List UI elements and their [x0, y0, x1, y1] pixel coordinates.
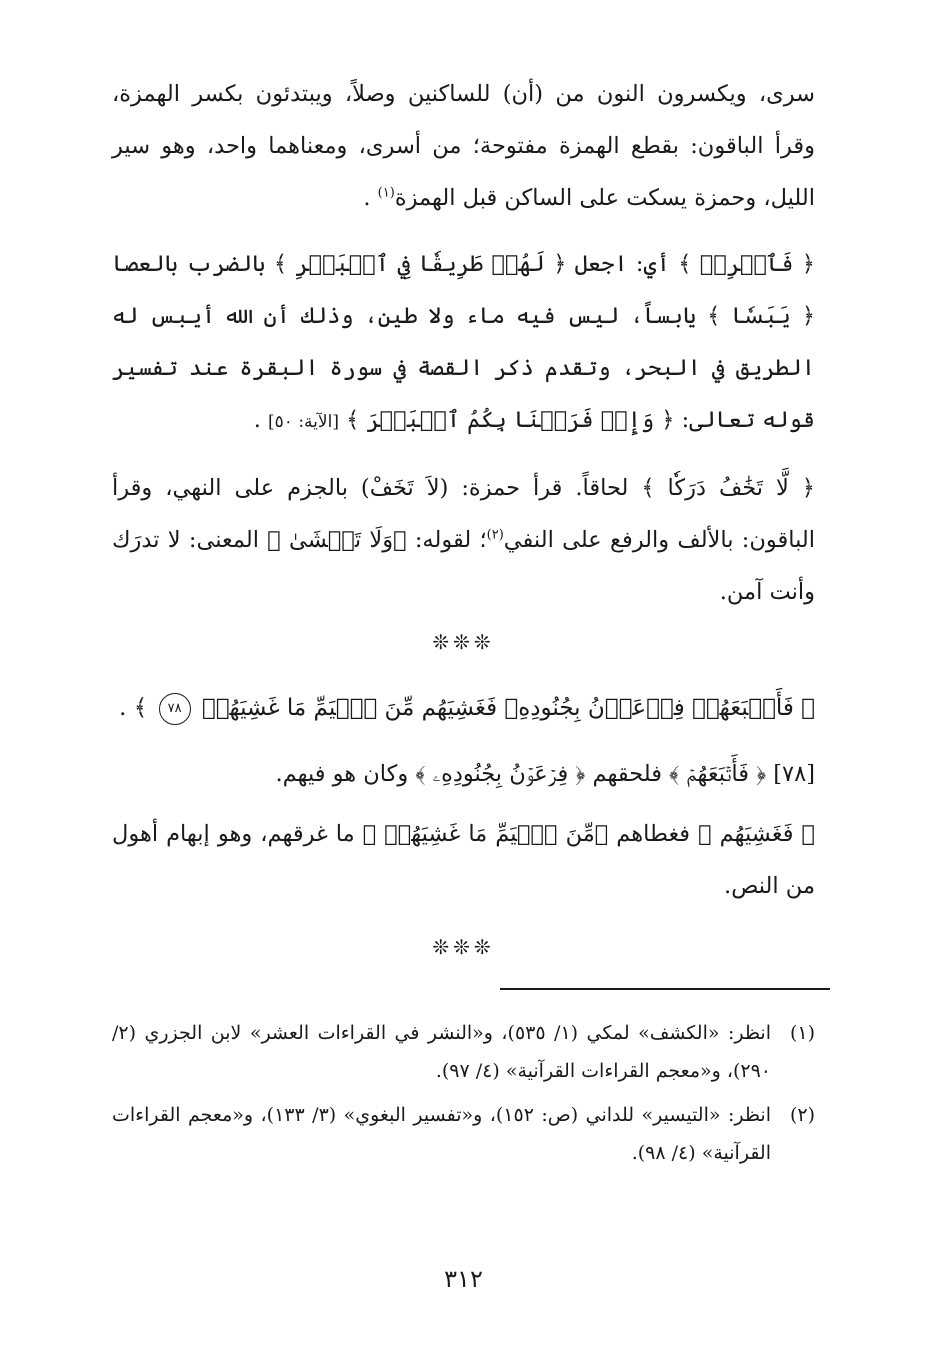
verse-text: ﴿ فَأَتۡبَعَهُمۡ فِرۡعَوۡنُ بِجُنُودِهِۦ فَغَشِيَهُم مِّنَ ٱلۡيَمِّ مَا غَشِيَهُمۡ: [201, 695, 815, 721]
footnote-2: [112, 1096, 815, 1172]
paragraph-3-text-b: ؛ لقوله: ﴿وَلَا تَخۡشَىٰ ﴾ المعنى: لا تدرَك وأنت آمن.: [112, 527, 815, 605]
section-separator-2: ❊❊❊: [432, 935, 495, 959]
footnote-ref-2: (٢): [486, 527, 504, 543]
main-text-bottom: [112, 748, 815, 912]
footnote-number: (١): [789, 1022, 815, 1044]
paragraph-2-end: .: [253, 407, 261, 433]
explanation-1: [٧٨] ﴿ فَأَتۡبَعَهُمۡ ﴾ فلحقهم ﴿ فِرۡعَوۡنُ بِجُنُودِهِۦ ﴾ وكان هو فيهم.: [275, 761, 815, 787]
paragraph-2-text: ﴿ فَٱضۡرِبۡ ﴾ أي: اجعل ﴿ لَهُمۡ طَرِيقٗا فِي ٱلۡبَحۡرِ ﴾ بالضرب بالعصا ﴿ يَبَسٗا ﴾ يابساً، ليس فيه ماء ولا طين، وذلك أن الله أيبس له الطريق في البحر، وتقدم ذكر القصة في سورة البقرة عند تفسير قوله تعالى: ﴿ وَإِذۡ فَرَقۡنَا بِكُمُ ٱلۡبَحۡرَ ﴾: [112, 251, 815, 433]
footnote-1: [112, 1014, 815, 1090]
paragraph-3-text-a: ﴿ لَّا تَخَٰفُ دَرَكٗا ﴾ لحاقاً. قرأ حمزة: (لاَ تَخَفْ) بالجزم على النهي، وقرأ الباقون: بالألف والرفع على النفي: [112, 475, 816, 553]
paragraph-1: [112, 68, 815, 224]
footnote-number: (٢): [789, 1104, 815, 1126]
ayah-number-marker: ٧٨: [159, 693, 191, 725]
paragraph-1-text: سرى، ويكسرون النون من (أن) للساكنين وصلاً، ويبتدئون بكسر الهمزة، وقرأ الباقون: بقطع الهمزة مفتوحة؛ من أسرى، ومعناهما واحد، وهو سير الليل، وحمزة يسكت على الساكن قبل الهمزة: [112, 81, 815, 211]
verse-reference: [الآية: ٥٠]: [268, 412, 339, 432]
paragraph-3: [112, 462, 815, 618]
footnote-text: انظر: «الكشف» لمكي (١/ ٥٣٥)، و«النشر في القراءات العشر» لابن الجزري (٢/ ٢٩٠)، و«معجم القراءات القرآنية» (٤/ ٩٧).: [112, 1022, 771, 1082]
footnote-ref-1: (١): [377, 185, 395, 201]
explanation-2: ﴿ فَغَشِيَهُم ﴾ فغطاهم ﴿مِّنَ ٱلۡيَمِّ مَا غَشِيَهُمۡ ﴾ ما غرقهم، وهو إبهام أهول من النص.: [112, 821, 815, 899]
main-text-top: [112, 68, 815, 618]
paragraph-1-end: .: [363, 185, 371, 211]
page-number: ٣١٢: [444, 1265, 483, 1293]
footnotes: [112, 1014, 815, 1172]
verse-closing: ﴾ .: [119, 695, 148, 721]
footnote-divider: [500, 988, 830, 990]
quran-verse: [112, 688, 815, 728]
footnote-text: انظر: «التيسير» للداني (ص: ١٥٢)، و«تفسير البغوي» (٣/ ١٣٣)، و«معجم القراءات القرآنية» (٤/ ٩٨).: [112, 1104, 772, 1164]
section-separator-1: ❊❊❊: [432, 630, 495, 654]
paragraph-2: [112, 238, 815, 448]
